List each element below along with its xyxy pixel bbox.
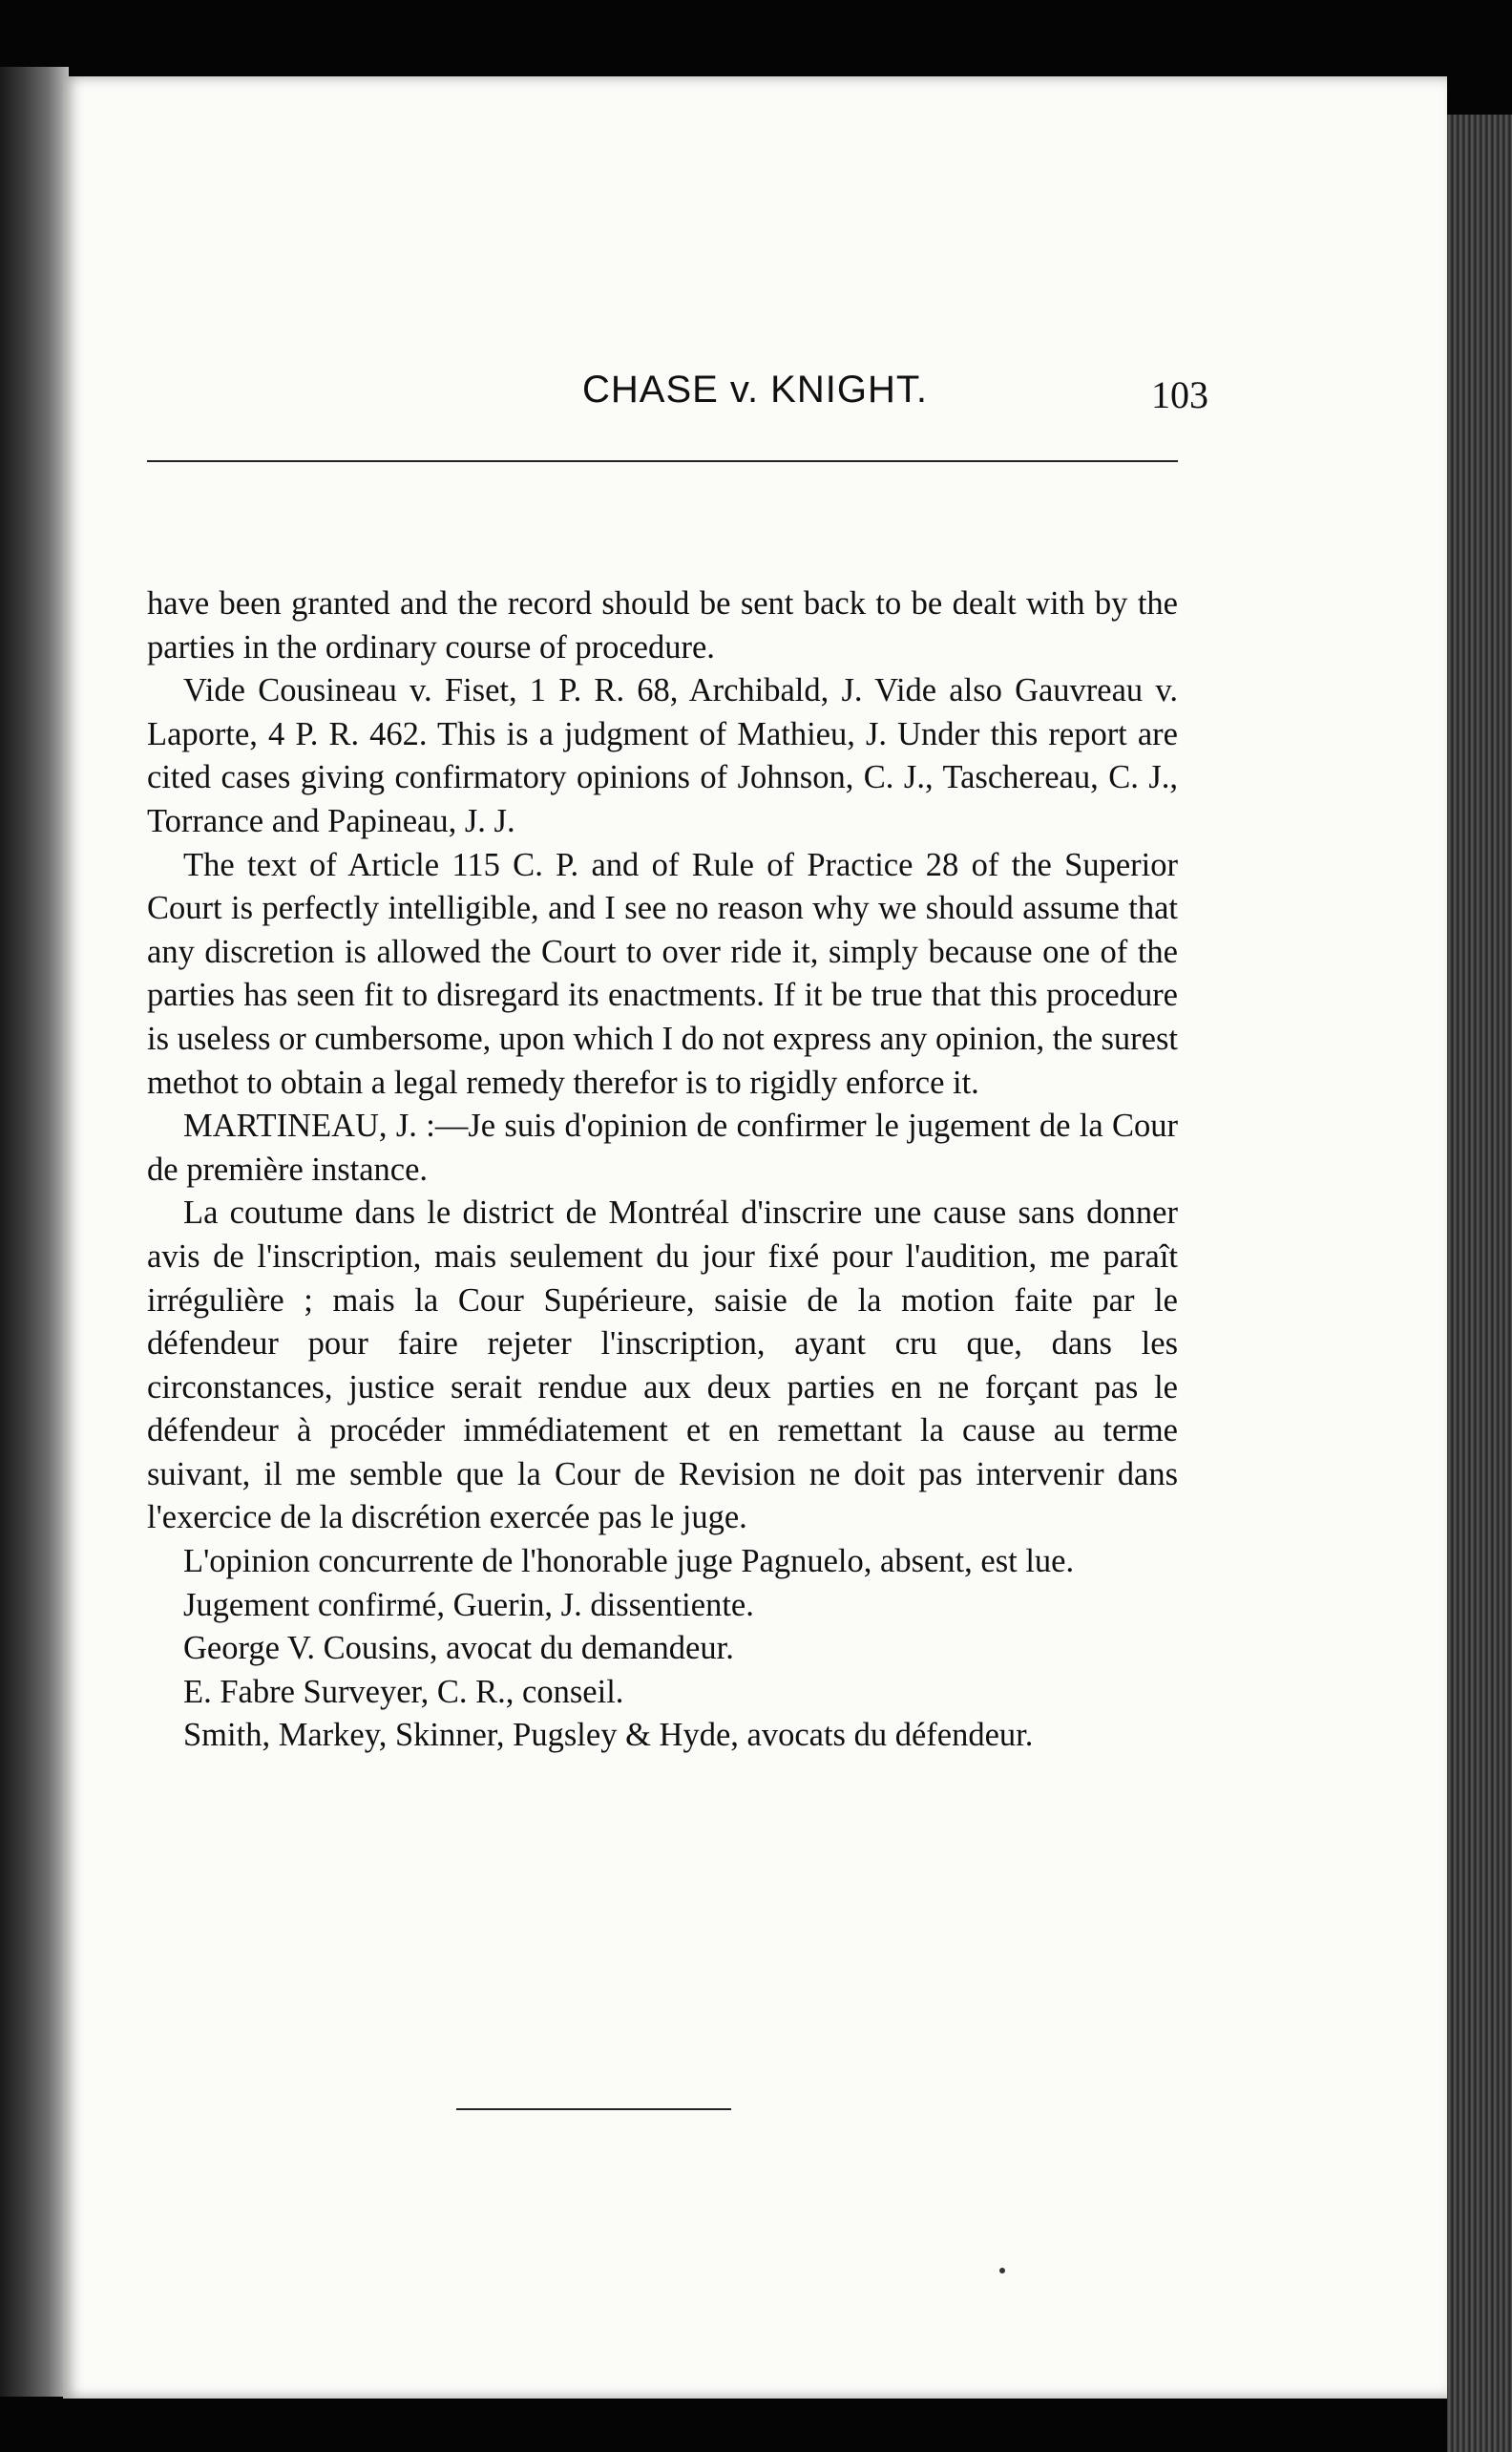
paragraph-martineau-opinion: MARTINEAU, J. :—Je suis d'opinion de confirmer le jugement de la Cour de première instance. xyxy=(147,1108,1178,1188)
end-rule xyxy=(456,2108,731,2110)
page-stack-edge xyxy=(1447,115,1512,2452)
running-head xyxy=(63,369,1447,454)
paragraph-plaintiff-counsel: George V. Cousins, avocat du demandeur. xyxy=(183,1630,734,1667)
paragraph-concurrent-opinion: L'opinion concurrente de l'honorable juge Pagnuelo, absent, est lue. xyxy=(183,1543,1075,1580)
body-text xyxy=(147,582,1178,1758)
paragraph-judgment: Jugement confirmé, Guerin, J. dissentiente. xyxy=(183,1586,754,1623)
paragraph-citations: Vide Cousineau v. Fiset, 1 P. R. 68, Archibald, J. Vide also Gauvreau v. Laporte, 4 P. R. 462. This is a judgment of Mathieu, J. Under this report are cited cases giving confirmatory opinions of Johnson, C. J., Taschereau, C. J., Torrance and Papineau, J. J. xyxy=(147,672,1178,839)
book-spine-shadow xyxy=(0,67,69,2397)
paragraph-coutume: La coutume dans le district de Montréal d'inscrire une cause sans donner avis de l'inscription, mais seulement du jour fixé pour l'audition, me paraît irrégulière ; mais la Cour Supérieure, saisie de la motion faite par le défendeur pour faire rejeter l'inscription, ayant cru que, dans les circonstances, justice serait rendue aux deux parties en ne forçant pas le défendeur à procéder immédiatement et en remettant la cause au terme suivant, il me semble que la Cour de Revision ne doit pas intervenir dans l'exercice de la discrétion exercée pas le juge. xyxy=(147,1194,1178,1536)
paragraph-continuation: have been granted and the record should be sent back to be dealt with by the parties in the ordinary course of procedure. xyxy=(147,585,1178,666)
page-number: 103 xyxy=(1151,373,1208,416)
paragraph-article-115: The text of Article 115 C. P. and of Rule of Practice 28 of the Superior Court is perfectly intelligible, and I see no reason why we should assume that any discretion is allowed the Court to over ride it, simply because one of the parties has seen fit to disregard its enactments. If it be true that this procedure is useless or cumbersome, upon which I do not express any opinion, the surest methot to obtain a legal remedy therefor is to rigidly enforce it. xyxy=(147,846,1178,1101)
header-rule xyxy=(147,460,1178,462)
running-title: CHASE v. KNIGHT. xyxy=(582,369,928,411)
paragraph-defendant-counsel: Smith, Markey, Skinner, Pugsley & Hyde, avocats du défendeur. xyxy=(183,1717,1034,1754)
paragraph-counsel: E. Fabre Surveyer, C. R., conseil. xyxy=(183,1673,624,1710)
book-page xyxy=(63,76,1447,2399)
page-speck xyxy=(999,2268,1005,2273)
